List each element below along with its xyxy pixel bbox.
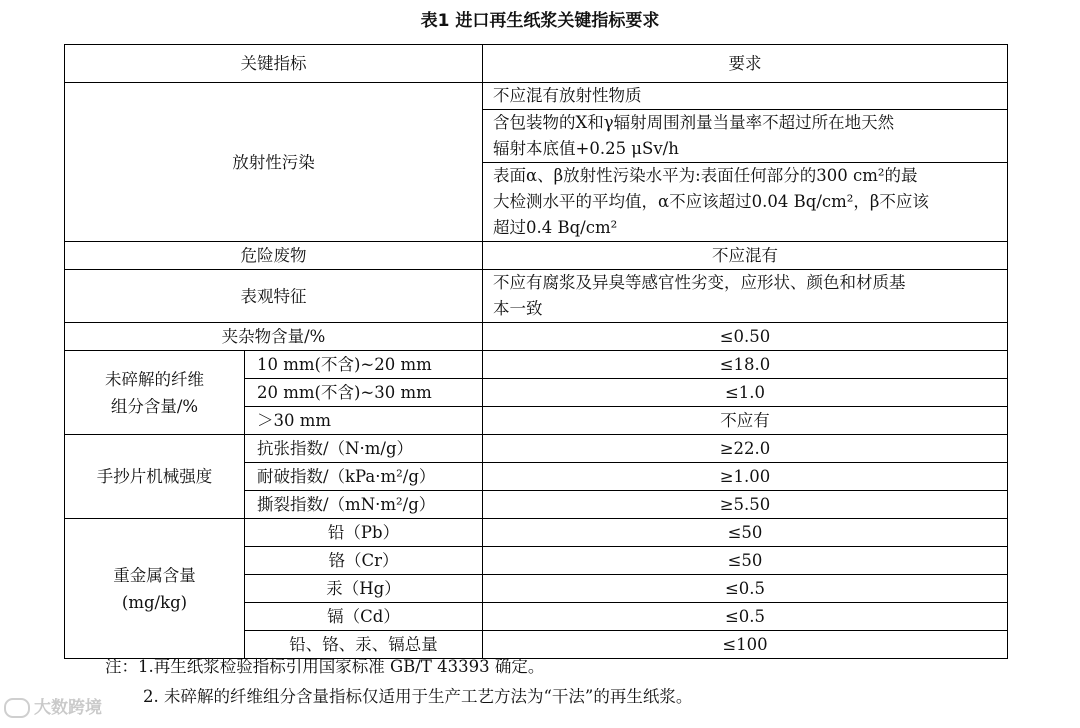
radioactive-req-3: 表面α、β放射性污染水平为:表面任何部分的300 cm²的最 大检测水平的平均值，α不应该超过0.04 Bq/cm²，β不应该 超过0.4 Bq/cm² — [483, 163, 1008, 242]
fiber-range: ＞30 mm — [245, 407, 483, 435]
impurity-value: ≤0.50 — [483, 323, 1008, 351]
metal-item: 镉（Cd） — [245, 603, 483, 631]
radioactive-label: 放射性污染 — [65, 83, 483, 242]
fiber-range: 10 mm(不含)~20 mm — [245, 351, 483, 379]
strength-value: ≥5.50 — [483, 491, 1008, 519]
watermark — [4, 693, 102, 718]
note-2: 2. 未碎解的纤维组分含量指标仅适用于生产工艺方法为“干法”的再生纸浆。 — [143, 687, 693, 706]
table-row — [65, 351, 1008, 379]
fiber-value: ≤1.0 — [483, 379, 1008, 407]
appearance-value: 不应有腐浆及异臭等感官性劣变，应形状、颜色和材质基 本一致 — [483, 270, 1008, 323]
strength-item: 耐破指数/（kPa·m²/g） — [245, 463, 483, 491]
header-requirement: 要求 — [483, 45, 1008, 83]
table-notes — [105, 652, 692, 712]
metal-value: ≤50 — [483, 519, 1008, 547]
fiber-range: 20 mm(不含)~30 mm — [245, 379, 483, 407]
metal-value: ≤0.5 — [483, 603, 1008, 631]
key-indicators-table — [64, 44, 1008, 659]
table-title: 表1 进口再生纸浆关键指标要求 — [420, 11, 660, 31]
watermark-logo-icon — [4, 698, 30, 718]
header-indicator: 关键指标 — [65, 45, 483, 83]
radioactive-req-1: 不应混有放射性物质 — [483, 83, 1008, 110]
metal-value: ≤50 — [483, 547, 1008, 575]
metal-value: ≤100 — [483, 631, 1008, 659]
fiber-value: 不应有 — [483, 407, 1008, 435]
metal-item: 铅、铬、汞、镉总量 — [245, 631, 483, 659]
table-row — [65, 242, 1008, 270]
metals-label: 重金属含量 (mg/kg) — [65, 519, 245, 659]
table-row — [65, 435, 1008, 463]
impurity-label: 夹杂物含量/% — [65, 323, 483, 351]
fiber-label: 未碎解的纤维 组分含量/% — [65, 351, 245, 435]
strength-item: 抗张指数/（N·m/g） — [245, 435, 483, 463]
strength-item: 撕裂指数/（mN·m²/g） — [245, 491, 483, 519]
watermark-text: 大数跨境 — [34, 698, 102, 718]
table-row — [65, 519, 1008, 547]
metal-item: 铬（Cr） — [245, 547, 483, 575]
metal-value: ≤0.5 — [483, 575, 1008, 603]
metal-item: 汞（Hg） — [245, 575, 483, 603]
strength-value: ≥22.0 — [483, 435, 1008, 463]
appearance-label: 表观特征 — [65, 270, 483, 323]
strength-label: 手抄片机械强度 — [65, 435, 245, 519]
table-row — [65, 323, 1008, 351]
hazardous-value: 不应混有 — [483, 242, 1008, 270]
note-1: 注：1.再生纸浆检验指标引用国家标准 GB/T 43393 确定。 — [105, 657, 545, 676]
fiber-value: ≤18.0 — [483, 351, 1008, 379]
hazardous-label: 危险废物 — [65, 242, 483, 270]
metal-item: 铅（Pb） — [245, 519, 483, 547]
strength-value: ≥1.00 — [483, 463, 1008, 491]
table-row — [65, 83, 1008, 110]
header-row — [65, 45, 1008, 83]
table-row — [65, 270, 1008, 323]
radioactive-req-2: 含包装物的X和γ辐射周围剂量当量率不超过所在地天然 辐射本底值+0.25 μSv/h — [483, 110, 1008, 163]
